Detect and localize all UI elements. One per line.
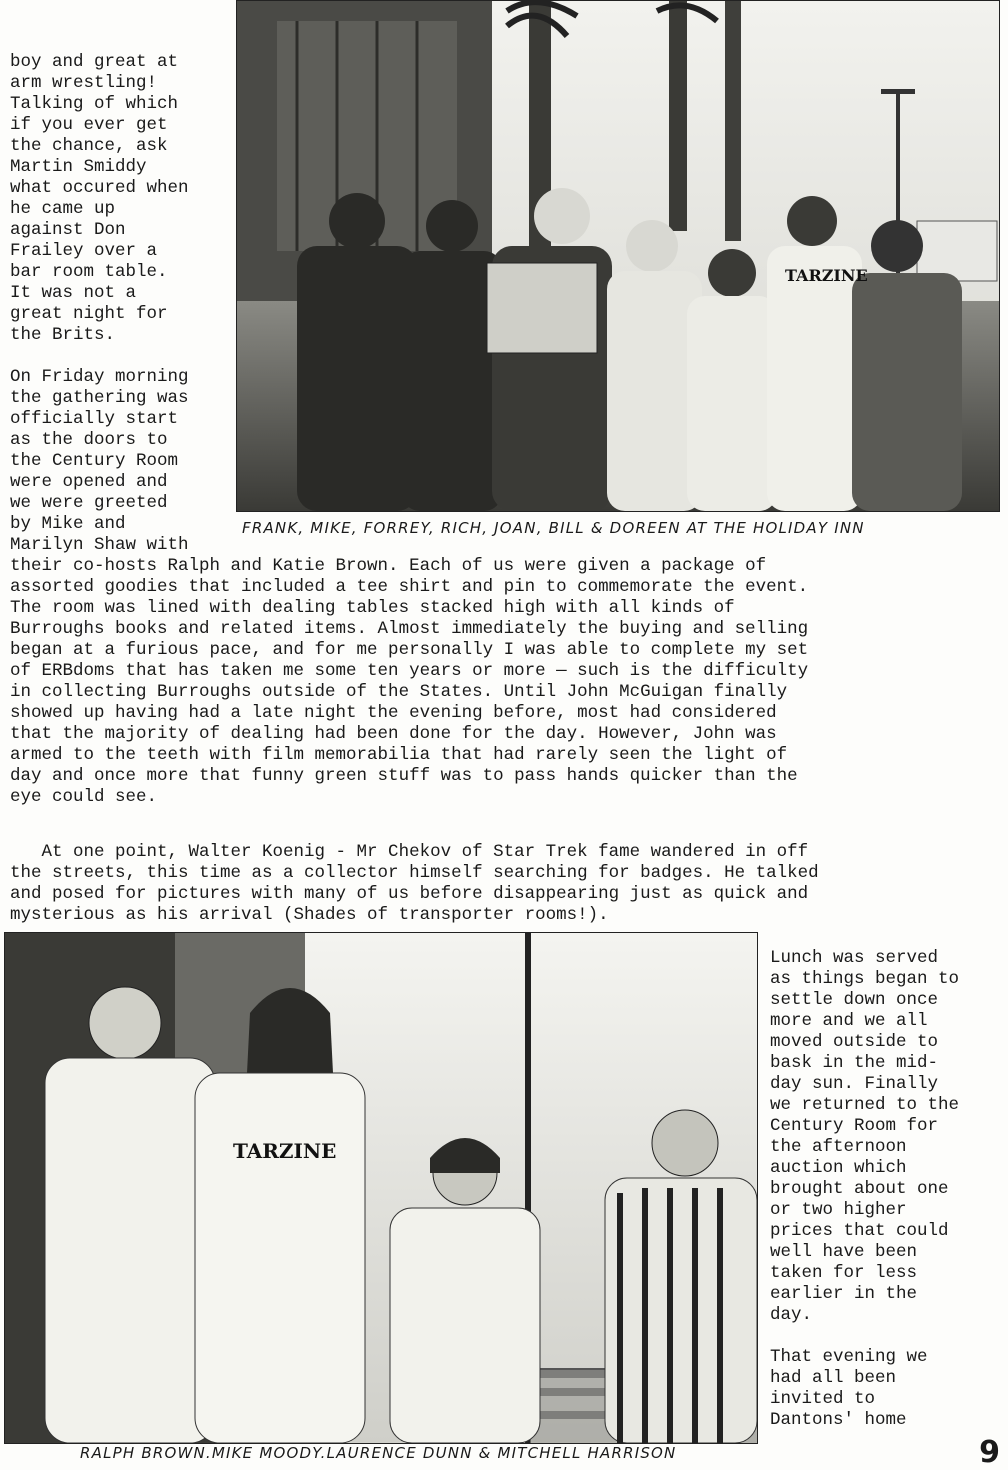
text-line: eye could see. [10, 787, 158, 807]
main-paragraph-2 [10, 842, 819, 926]
text-line [10, 346, 189, 367]
text-line: brought about one [770, 1179, 949, 1199]
group-photo-holiday-inn [236, 0, 1000, 512]
text-line: taken for less [770, 1263, 918, 1283]
text-line: had all been [770, 1368, 897, 1388]
text-line: earlier in the [770, 1284, 918, 1304]
text-line: that the majority of dealing had been done for the day. However, John was [10, 724, 777, 744]
text-line: Lunch was served [770, 948, 939, 968]
tarzine-shirt-logo-2: TARZINE [233, 1139, 337, 1163]
photo1-caption: FRANK, MIKE, FORREY, RICH, JOAN, BILL & DOREEN AT THE HOLIDAY INN [242, 519, 865, 537]
text-line: the chance, ask [10, 136, 168, 156]
text-line: Dantons' home [770, 1410, 907, 1430]
text-line: the gathering was [10, 388, 189, 408]
text-line: moved outside to [770, 1032, 939, 1052]
text-line: invited to [770, 1389, 876, 1409]
text-line: against Don [10, 220, 126, 240]
text-line: Frailey over a [10, 241, 158, 261]
text-line: well have been [770, 1242, 918, 1262]
right-column-text [770, 948, 959, 1431]
text-line: day sun. Finally [770, 1074, 939, 1094]
text-line: began at a furious pace, and for me personally I was able to complete my set [10, 640, 809, 660]
text-line: Burroughs books and related items. Almost immediately the buying and selling [10, 619, 809, 639]
group-photo-four-men-image [5, 933, 757, 1443]
text-line: what occured when [10, 178, 189, 198]
text-line: mysterious as his arrival (Shades of transporter rooms!). [10, 905, 609, 925]
text-line: as the doors to [10, 430, 168, 450]
text-line: more and we all [770, 1011, 928, 1031]
text-line: That evening we [770, 1347, 928, 1367]
text-line: At one point, Walter Koenig - Mr Chekov of Star Trek fame wandered in off [10, 842, 809, 862]
text-line: It was not a [10, 283, 137, 303]
text-line: day. [770, 1305, 813, 1325]
text-line: prices that could [770, 1221, 949, 1241]
text-line: if you ever get [10, 115, 168, 135]
text-line: the afternoon [770, 1137, 907, 1157]
text-line: officially start [10, 409, 179, 429]
text-line: the Century Room [10, 451, 179, 471]
text-line: bask in the mid- [770, 1053, 939, 1073]
text-line: he came up [10, 199, 116, 219]
text-line: of ERBdoms that has taken me some ten years or more — such is the difficulty [10, 661, 809, 681]
text-line: auction which [770, 1158, 907, 1178]
text-line: the Brits. [10, 325, 116, 345]
text-line: we returned to the [770, 1095, 960, 1115]
text-line: great night for [10, 304, 168, 324]
text-line: by Mike and [10, 514, 126, 534]
group-photo-four-men [4, 932, 758, 1444]
text-line: Marilyn Shaw with [10, 535, 189, 555]
text-line: assorted goodies that included a tee shirt and pin to commemorate the event. [10, 577, 809, 597]
text-line: boy and great at [10, 52, 179, 72]
text-line: day and once more that funny green stuff was to pass hands quicker than the [10, 766, 798, 786]
text-line: The room was lined with dealing tables stacked high with all kinds of [10, 598, 735, 618]
text-line: Talking of which [10, 94, 179, 114]
text-line: armed to the teeth with film memorabilia that had rarely seen the light of [10, 745, 788, 765]
text-line: showed up having had a late night the evening before, most had considered [10, 703, 777, 723]
photo2-caption: RALPH BROWN.MIKE MOODY.LAURENCE DUNN & MITCHELL HARRISON [80, 1444, 677, 1462]
left-column-text [10, 52, 189, 556]
text-line: the streets, this time as a collector himself searching for badges. He talked [10, 863, 819, 883]
text-line: Century Room for [770, 1116, 939, 1136]
text-line: On Friday morning [10, 367, 189, 387]
text-line: their co-hosts Ralph and Katie Brown. Each of us were given a package of [10, 556, 767, 576]
text-line: we were greeted [10, 493, 168, 513]
group-photo-holiday-inn-image [237, 1, 999, 511]
page-number: 9 [979, 1435, 1000, 1470]
text-line: Martin Smiddy [10, 157, 147, 177]
tarzine-shirt-logo: TARZINE [785, 266, 868, 285]
text-line: bar room table. [10, 262, 168, 282]
text-line: as things began to [770, 969, 960, 989]
main-paragraph-1 [10, 556, 808, 808]
text-line: were opened and [10, 472, 168, 492]
text-line: or two higher [770, 1200, 907, 1220]
text-line: arm wrestling! [10, 73, 158, 93]
text-line: settle down once [770, 990, 939, 1010]
text-line: and posed for pictures with many of us before disappearing just as quick and [10, 884, 809, 904]
text-line: in collecting Burroughs outside of the States. Until John McGuigan finally [10, 682, 788, 702]
text-line [770, 1326, 959, 1347]
